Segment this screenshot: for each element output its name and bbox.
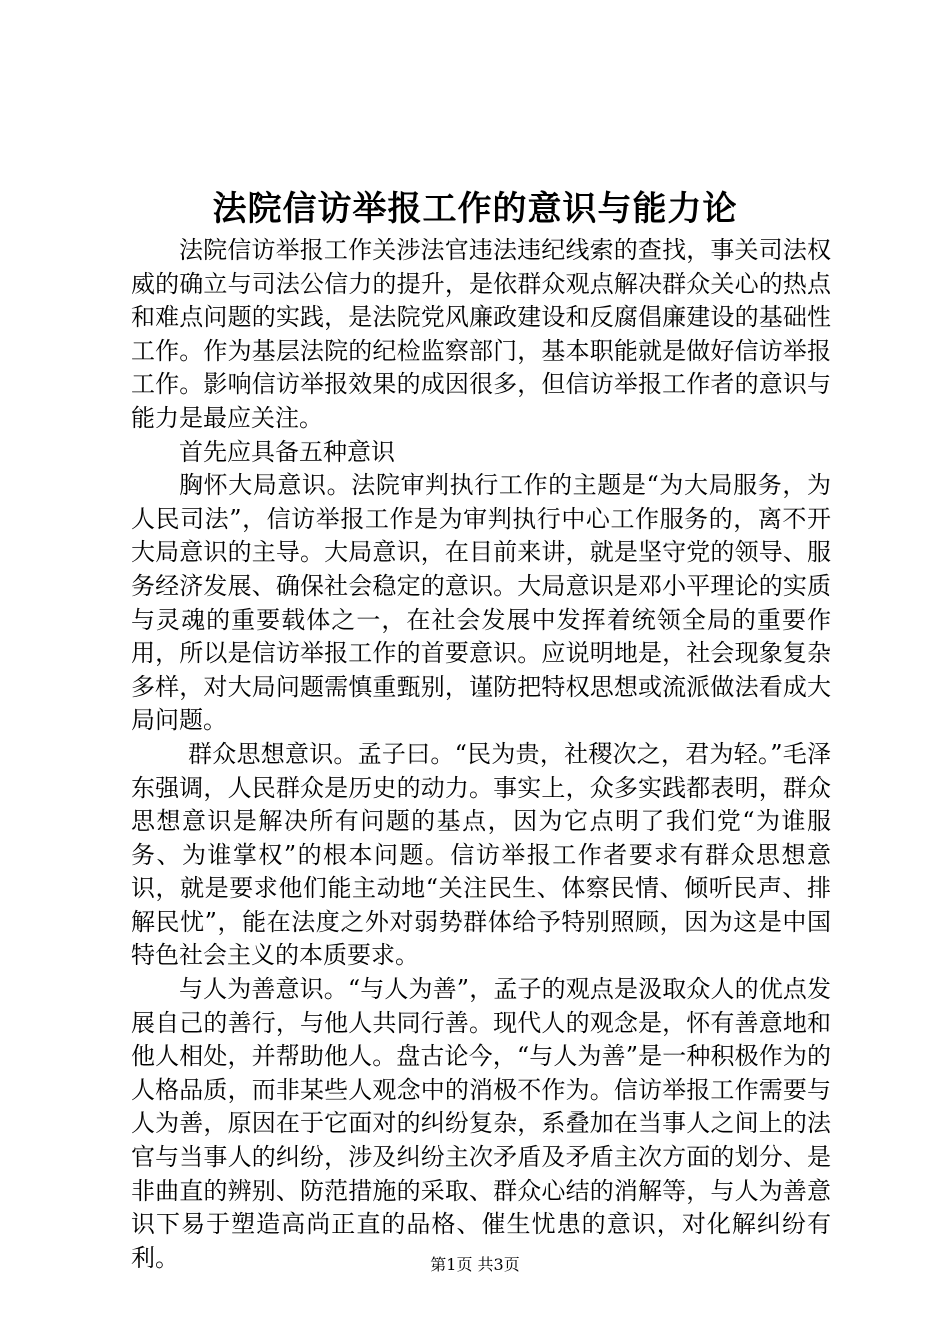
paragraph-mass-awareness: 群众思想意识。孟子曰。“民为贵，社稷次之，君为轻。”毛泽东强调，人民群众是历史的动力。事实上，众多实践都表明，群众思想意识是解决所有问题的基点，因为它点明了我们党“为谁服务、为谁掌权”的根本问题。信访举报工作者要求有群众思想意识，就是要求他们能主动地“关注民生、体察民情、倾听民声、排解民忧”，能在法度之外对弱势群体给予特别照顾，因为这是中国特色社会主义的本质要求。 bbox=[131, 739, 831, 970]
paragraph-intro: 法院信访举报工作关涉法官违法违纪线索的查找，事关司法权威的确立与司法公信力的提升，是依群众观点解决群众关心的热点和难点问题的实践，是法院党风廉政建设和反腐倡廉建设的基础性工作。作为基层法院的纪检监察部门，基本职能就是做好信访举报工作。影响信访举报效果的成因很多，但信访举报工作者的意识与能力是最应关注。 bbox=[131, 236, 831, 432]
document-body bbox=[131, 234, 831, 1275]
paragraph-overall-awareness: 胸怀大局意识。法院审判执行工作的主题是“为大局服务，为人民司法”，信访举报工作是为审判执行中心工作服务的，离不开大局意识的主导。大局意识，在目前来讲，就是坚守党的领导、服务经济发展、确保社会稳定的意识。大局意识是邓小平理论的实质与灵魂的重要载体之一，在社会发展中发挥着统领全局的重要作用，所以是信访举报工作的首要意识。应说明地是，社会现象复杂多样，对大局问题需慎重甄别，谨防把特权思想或流派做法看成大局问题。 bbox=[131, 471, 831, 735]
document-title: 法院信访举报工作的意识与能力论 bbox=[212, 189, 738, 229]
section-heading-five-awareness: 首先应具备五种意识 bbox=[179, 437, 395, 466]
page-footer: 第1页 共3页 bbox=[430, 1255, 520, 1274]
paragraph-kindness-awareness: 与人为善意识。“与人为善”，孟子的观点是汲取众人的优点发展自己的善行，与他人共同行善。现代人的观念是，怀有善意地和他人相处，并帮助他人。盘古论今，“与人为善”是一种积极作为的人格品质，而非某些人观念中的消极不作为。信访举报工作需要与人为善，原因在于它面对的纠纷复杂，系叠加在当事人之间上的法官与当事人的纠纷，涉及纠纷主次矛盾及矛盾主次方面的划分、是非曲直的辨别、防范措施的采取、群众心结的消解等，与人为善意识下易于塑造高尚正直的品格、催生忧患的意识，对化解纠纷有利。 bbox=[131, 975, 831, 1272]
